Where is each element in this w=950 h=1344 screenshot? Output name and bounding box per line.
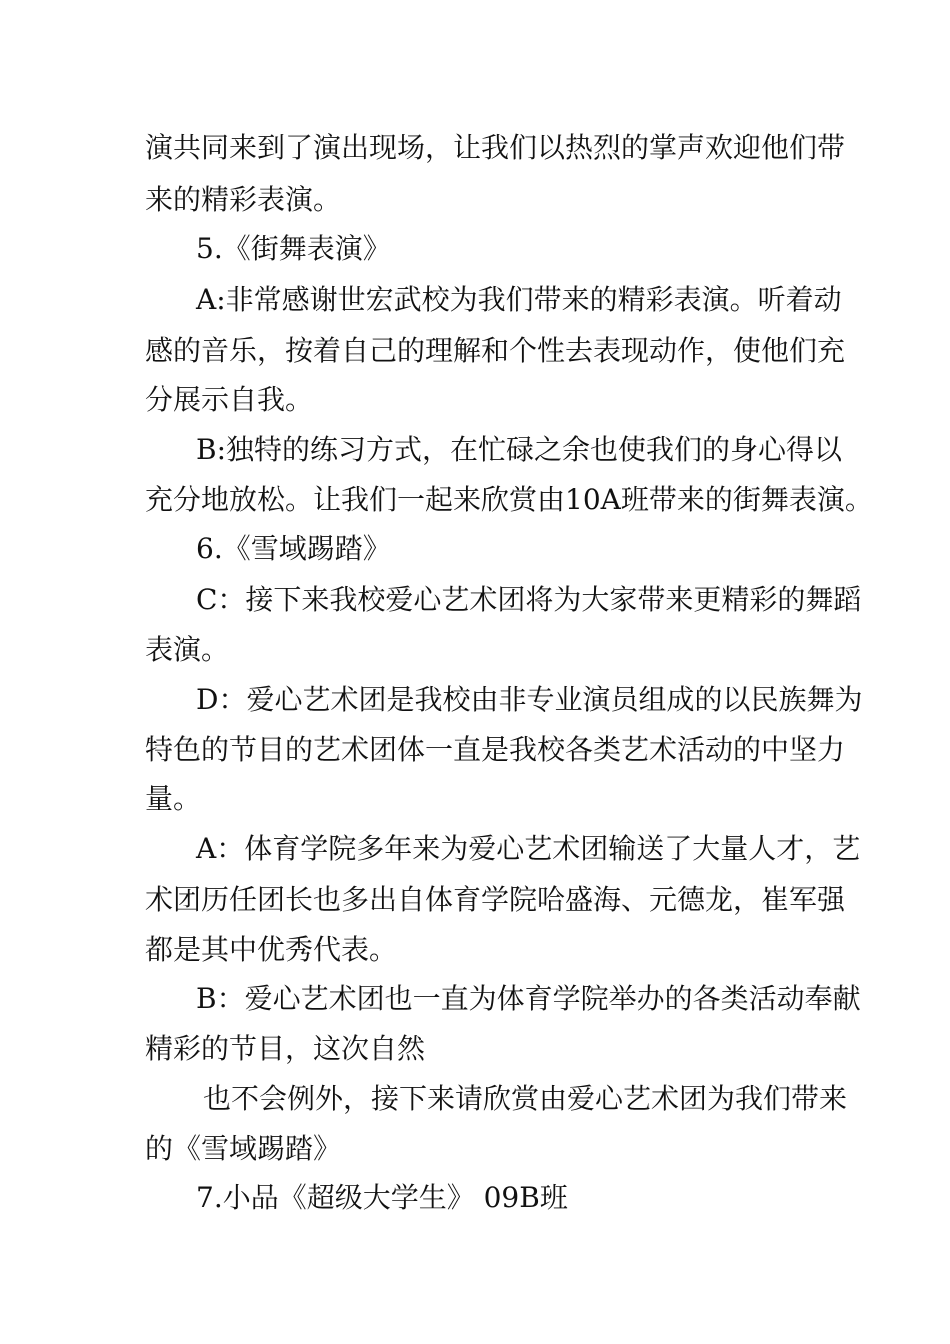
text-line: 精彩的节目，这次自然 (145, 1032, 426, 1065)
text-line: B:独特的练习方式，在忙碌之余也使我们的身心得以 (196, 433, 843, 466)
text-line: 演共同来到了演出现场，让我们以热烈的掌声欢迎他们带 (145, 131, 846, 164)
text-line: 的《雪域踢踏》 (145, 1132, 342, 1165)
text-line: 来的精彩表演。 (145, 183, 342, 216)
text-line: 感的音乐，按着自己的理解和个性去表现动作，使他们充 (145, 334, 846, 367)
text-line: 表演。 (145, 633, 230, 666)
text-line: C：接下来我校爱心艺术团将为大家带来更精彩的舞蹈 (196, 583, 862, 616)
text-line: A:非常感谢世宏武校为我们带来的精彩表演。听着动 (196, 283, 842, 316)
text-line: 分展示自我。 (145, 383, 314, 416)
text-line: 都是其中优秀代表。 (145, 933, 398, 966)
text-line: 也不会例外，接下来请欣赏由爱心艺术团为我们带来 (203, 1082, 848, 1115)
text-line: 充分地放松。让我们一起来欣赏由10A班带来的街舞表演。 (145, 483, 873, 516)
text-line: D：爱心艺术团是我校由非专业演员组成的以民族舞为 (196, 683, 863, 716)
text-line: 量。 (145, 782, 202, 815)
section-heading: 5.《街舞表演》 (196, 232, 391, 265)
text-line: B：爱心艺术团也一直为体育学院举办的各类活动奉献 (196, 982, 861, 1015)
text-line: 术团历任团长也多出自体育学院哈盛海、元德龙，崔军强 (145, 883, 846, 916)
section-heading: 6.《雪域踢踏》 (196, 532, 391, 565)
text-line: 特色的节目的艺术团体一直是我校各类艺术活动的中坚力 (145, 733, 846, 766)
text-line: A：体育学院多年来为爱心艺术团输送了大量人才，艺 (196, 832, 861, 865)
section-heading: 7.小品《超级大学生》 09B班 (196, 1181, 568, 1214)
